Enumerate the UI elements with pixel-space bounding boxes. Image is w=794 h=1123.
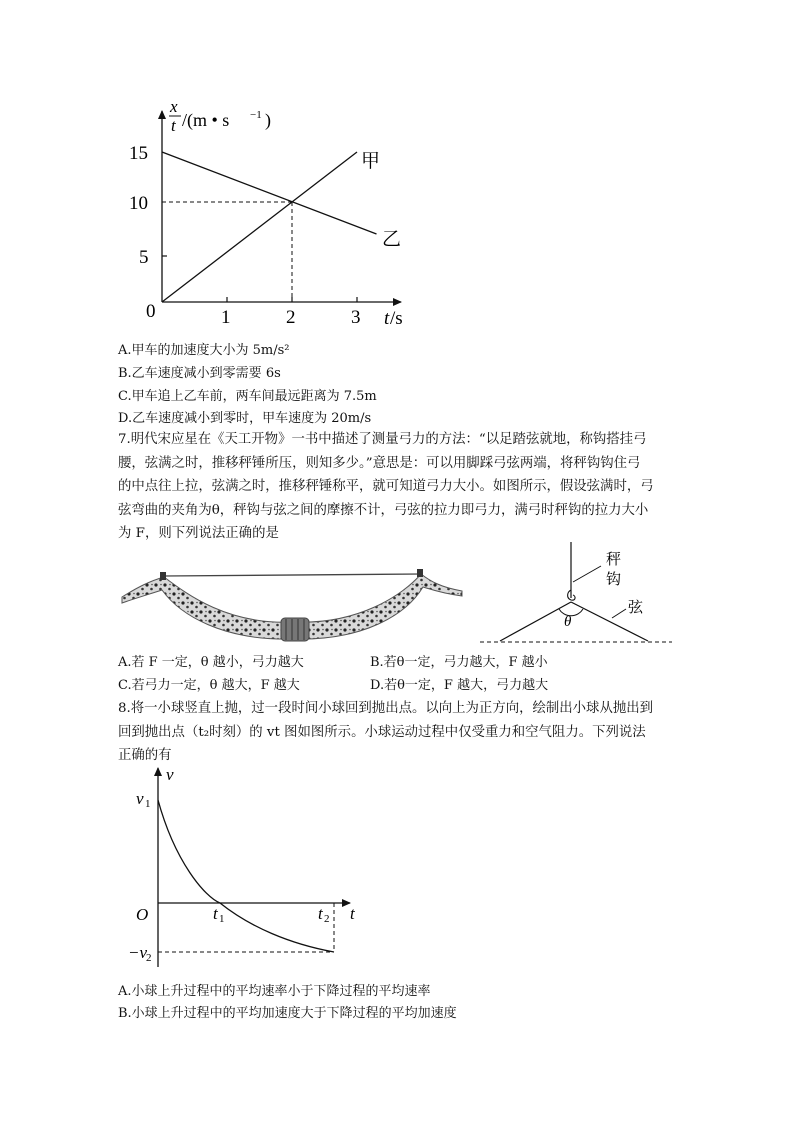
string-leader <box>612 609 626 618</box>
q8-option-a: A.小球上升过程中的平均速率小于下降过程的平均速率 <box>118 984 431 999</box>
hook-string-diagram <box>476 540 676 648</box>
y-tick-label: 10 <box>129 193 148 214</box>
series-label-jia: 甲 <box>361 151 381 172</box>
q7-line: 的中点往上拉，弦满之时，推移秤锤称平，就可知道弓力大小。如图所示，假设弦满时，弓 <box>118 479 654 494</box>
q7-option-b: B.若θ一定，弓力越大，F 越小 <box>370 655 548 670</box>
q8-line: 8.将一小球竖直上抛，过一段时间小球回到抛出点。以向上为正方向，绘制出小球从抛出到 <box>118 701 654 716</box>
q6-option-b: B.乙车速度减小到零需要 6s <box>118 366 281 381</box>
q6-option-d: D.乙车速度减小到零时，甲车速度为 20m/s <box>118 411 372 426</box>
v1-subscript: 1 <box>145 798 151 810</box>
y-label-numerator: x <box>170 97 178 116</box>
series-label-yi: 乙 <box>382 229 402 250</box>
string-left <box>500 602 571 641</box>
q8-line: 回到抛出点（t₂时刻）的 vt 图如图所示。小球运动过程中仅受重力和空气阻力。下列说法 <box>118 724 646 740</box>
t1-subscript: 1 <box>219 913 225 925</box>
q7-option-a: A.若 F 一定，θ 越小，弓力越大 <box>118 655 304 670</box>
q6-option-c: C.甲车追上乙车前，两车间最远距离为 7.5m <box>118 389 377 404</box>
q7-question <box>118 428 678 546</box>
q8-option-b: B.小球上升过程中的平均加速度大于下降过程的平均加速度 <box>118 1006 457 1021</box>
hook-leader <box>573 566 601 582</box>
series-line-jia <box>162 152 357 302</box>
bow-illustration <box>118 565 468 650</box>
x-over-t-graph <box>125 95 415 335</box>
bowstring <box>164 574 421 576</box>
bow-grip <box>281 618 309 641</box>
hook-label: 钩 <box>606 572 622 588</box>
origin-label: 0 <box>146 301 156 322</box>
q7-line: 为 F，则下列说法正确的是 <box>118 526 279 541</box>
t2-subscript: 2 <box>324 913 330 925</box>
angle-label: θ <box>564 614 572 630</box>
x-label-unit: /s <box>390 308 403 329</box>
v-axis-label: v <box>166 765 174 784</box>
string-label: 弦 <box>628 600 644 616</box>
t2-label: t <box>318 904 323 923</box>
q7-line: 腰，弦满之时，推移秤锤所压，则知多少。”意思是：可以用脚踩弓弦两端，将秤钩钩住弓 <box>118 455 641 471</box>
y-label-exp: −1 <box>250 109 262 121</box>
q7-option-c: C.若弓力一定，θ 越大，F 越大 <box>118 678 300 693</box>
q7-line: 7.明代宋应星在《天工开物》一书中描述了测量弓力的方法：“以足踏弦就地，称钩搭挂弓 <box>118 432 647 447</box>
q7-line: 弦弯曲的夹角为θ，秤钩与弦之间的摩擦不计，弓弦的拉力即弓力，满弓时秤钩的拉力大小 <box>118 502 649 518</box>
x-tick-label: 1 <box>221 307 231 328</box>
hook-label: 秤 <box>606 552 622 568</box>
neg-v2-label: −v <box>128 943 148 962</box>
x-tick-label: 3 <box>351 307 361 328</box>
v2-subscript: 2 <box>146 952 152 964</box>
v1-label: v <box>136 789 144 808</box>
q7-option-d: D.若θ一定，F 越大，弓力越大 <box>370 678 549 693</box>
y-tick-label: 5 <box>139 247 149 268</box>
y-label-close: ) <box>265 110 271 130</box>
y-label-unit: /(m • s <box>182 110 230 130</box>
x-label: t <box>384 308 390 329</box>
origin-label: O <box>136 905 149 924</box>
x-tick-label: 2 <box>286 307 296 328</box>
q8-question <box>118 697 678 768</box>
t1-label: t <box>213 904 218 923</box>
q8-line: 正确的有 <box>118 748 172 763</box>
velocity-curve <box>158 800 334 952</box>
t-axis-label: t <box>350 904 355 923</box>
y-label-denominator: t <box>171 116 176 135</box>
v-t-graph <box>130 762 370 972</box>
y-tick-label: 15 <box>129 143 148 164</box>
q6-option-a: A.甲车的加速度大小为 5m/s² <box>118 343 290 358</box>
series-line-yi <box>162 152 377 234</box>
